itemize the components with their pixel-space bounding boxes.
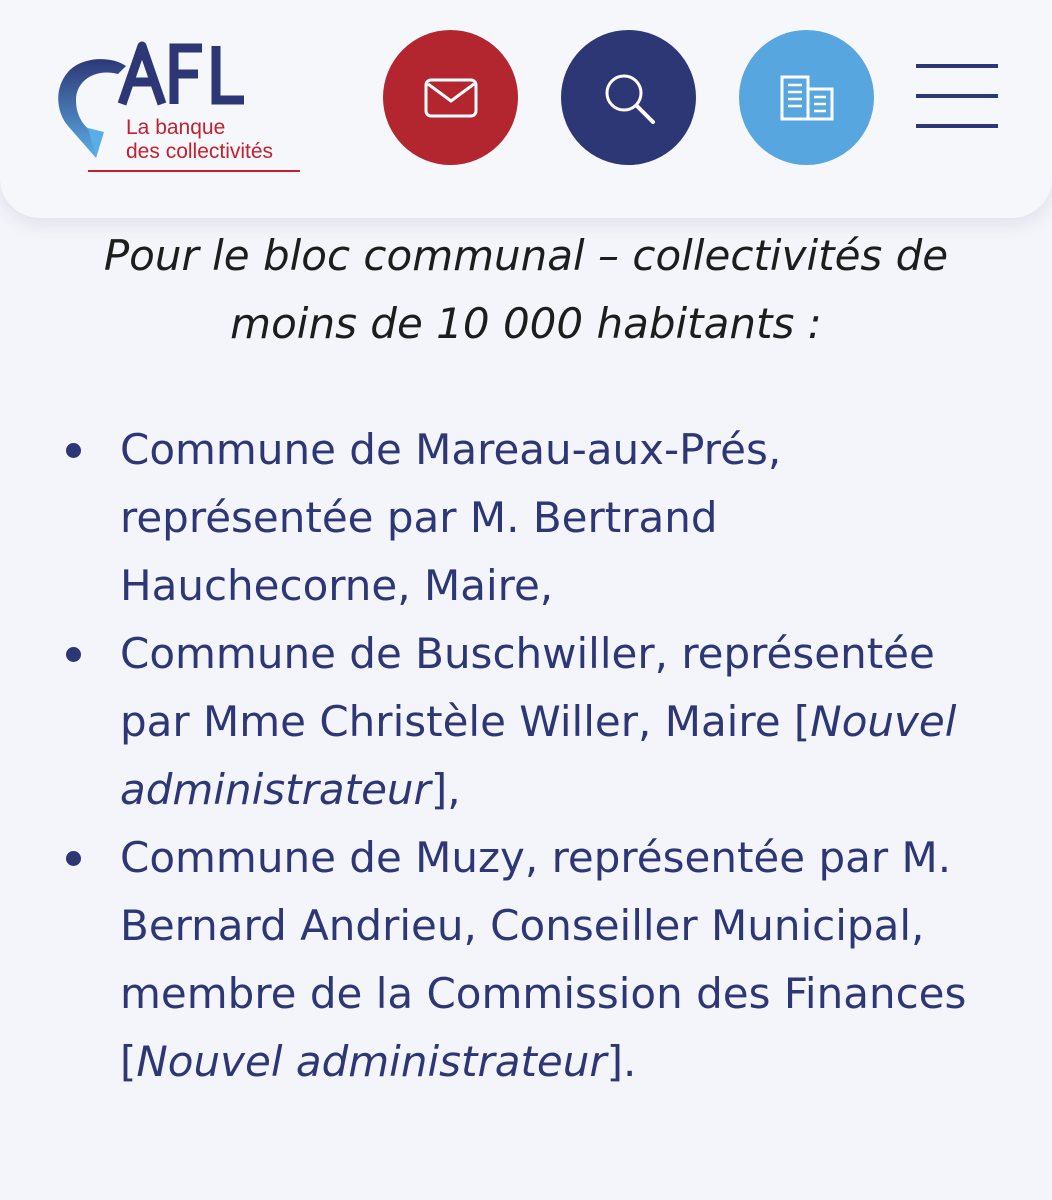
logo-underline [88,170,300,172]
menu-button[interactable] [916,64,998,132]
bullet-icon [66,647,81,662]
logo-tagline [126,116,273,164]
bullet-icon [66,851,81,866]
list-item [0,620,1052,824]
commune-text: Commune de Buschwiller, représentée par Mme Christèle Willer, Maire [ [120,629,935,746]
buildings-icon [778,73,836,123]
collectivites-button[interactable] [739,30,874,165]
afl-logo[interactable] [52,32,312,182]
mail-icon [423,77,479,119]
logo-tagline-line1: La banque [126,116,226,139]
commune-suffix: ], [430,765,461,814]
site-header [0,0,1052,218]
menu-bar-middle [916,94,998,98]
search-button[interactable] [561,30,696,165]
commune-note: Nouvel administrateur [136,1037,607,1086]
commune-note: Nouvel administrateur [120,697,957,814]
search-icon [601,70,657,126]
list-item [0,824,1052,1096]
hamburger-menu-icon [916,64,998,68]
commune-text: Commune de Mareau-aux-Prés, représentée par M. Bertrand Hauchecorne, Maire, [120,425,782,610]
menu-bar-bottom [916,124,998,128]
page-content [0,222,1052,1096]
bullet-icon [66,443,81,458]
section-intro: Pour le bloc communal – collectivités de moins de 10 000 habitants : [103,231,949,348]
list-item [0,416,1052,620]
contact-mail-button[interactable] [383,30,518,165]
commune-list [0,416,1052,1096]
commune-text: Commune de Muzy, représentée par M. Bernard Andrieu, Conseiller Municipal, membre de la Commission des Finances [ [120,833,967,1086]
logo-tagline-line2: des collectivités [126,140,274,163]
commune-suffix: ]. [606,1037,637,1086]
